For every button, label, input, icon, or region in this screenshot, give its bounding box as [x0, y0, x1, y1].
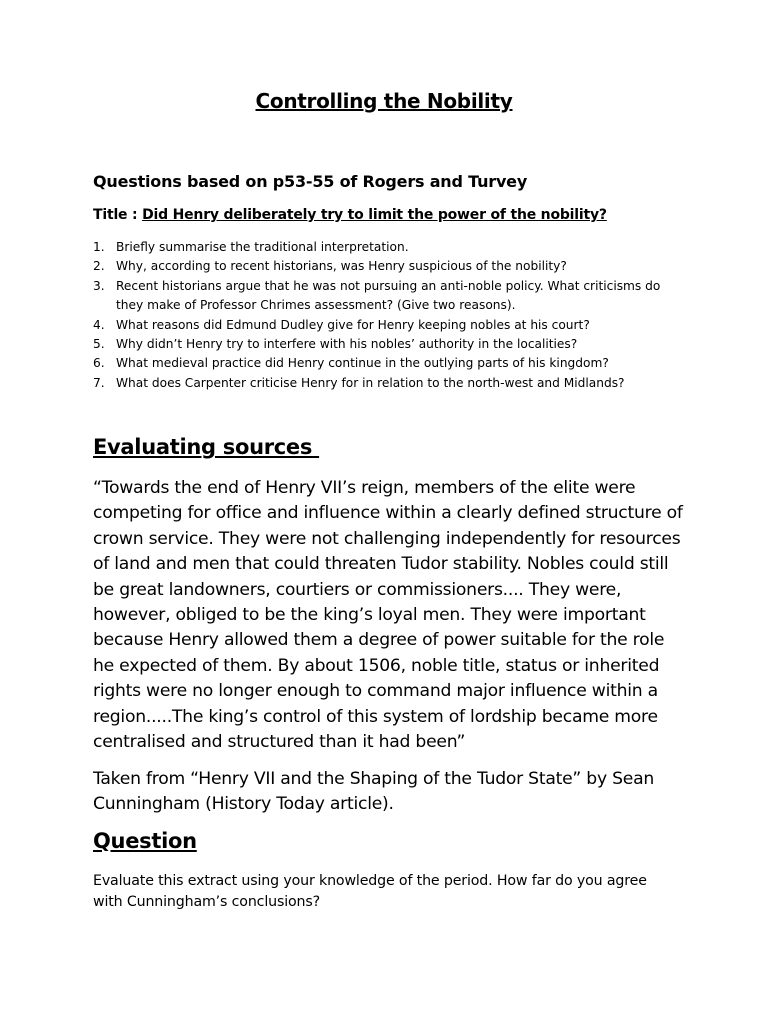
- question-list: [93, 238, 683, 393]
- question-text: What medieval practice did Henry continue in the outlying parts of his kingdom?: [116, 356, 609, 371]
- question-number: 5.: [93, 337, 105, 352]
- question-number: 3.: [93, 278, 105, 293]
- source-extract: “Towards the end of Henry VII’s reign, members of the elite were competing for office and influence within a clearly defined structure of crown service. They were not challenging independently for resources of land and men that could threaten Tudor stability. Nobles could still be great landowners, courtiers or commissioners.... They were, however, obliged to be the king’s loyal men. They were important because Henry allowed them a degree of power suitable for the role he expected of them. By about 1506, noble title, status or inherited rights were no longer enough to command major influence within a region.....The king’s control of this system of lordship became more centralised and structured than it had been”: [93, 478, 683, 753]
- question-text: Why, according to recent historians, was Henry suspicious of the nobility?: [116, 259, 567, 274]
- question-item: [93, 354, 683, 373]
- question-text: Recent historians argue that he was not pursuing an anti-noble policy. What criticisms do they make of Professor Chrimes assessment? (Give two reasons).: [116, 278, 661, 313]
- essay-title-label: Title :: [93, 207, 143, 223]
- document-title: Controlling the Nobility: [255, 89, 513, 113]
- evaluation-task: Evaluate this extract using your knowledge of the period. How far do you agree with Cunningham’s conclusions?: [93, 873, 647, 910]
- question-text: Why didn’t Henry try to interfere with his nobles’ authority in the localities?: [116, 337, 578, 352]
- question-item: [93, 374, 683, 393]
- questions-subheading: Questions based on p53-55 of Rogers and Turvey: [93, 172, 528, 191]
- essay-title-value: Did Henry deliberately try to limit the power of the nobility?: [142, 207, 607, 223]
- question-text: What reasons did Edmund Dudley give for Henry keeping nobles at his court?: [116, 317, 590, 332]
- question-number: 7.: [93, 375, 105, 390]
- question-number: 2.: [93, 259, 105, 274]
- question-item: [93, 277, 683, 316]
- essay-title-line: [93, 207, 607, 223]
- question-item: [93, 316, 683, 335]
- question-item: [93, 257, 683, 276]
- source-attribution: Taken from “Henry VII and the Shaping of the Tudor State” by Sean Cunningham (History Today article).: [93, 769, 655, 815]
- question-number: 1.: [93, 240, 105, 254]
- question-heading: Question: [93, 829, 197, 853]
- question-item: [93, 335, 683, 354]
- question-text: Briefly summarise the traditional interpretation.: [116, 240, 409, 254]
- question-text: What does Carpenter criticise Henry for in relation to the north-west and Midlands?: [116, 375, 625, 390]
- question-item: [93, 238, 683, 257]
- question-number: 4.: [93, 317, 105, 332]
- evaluating-sources-heading: Evaluating sources: [93, 435, 320, 459]
- question-number: 6.: [93, 356, 105, 371]
